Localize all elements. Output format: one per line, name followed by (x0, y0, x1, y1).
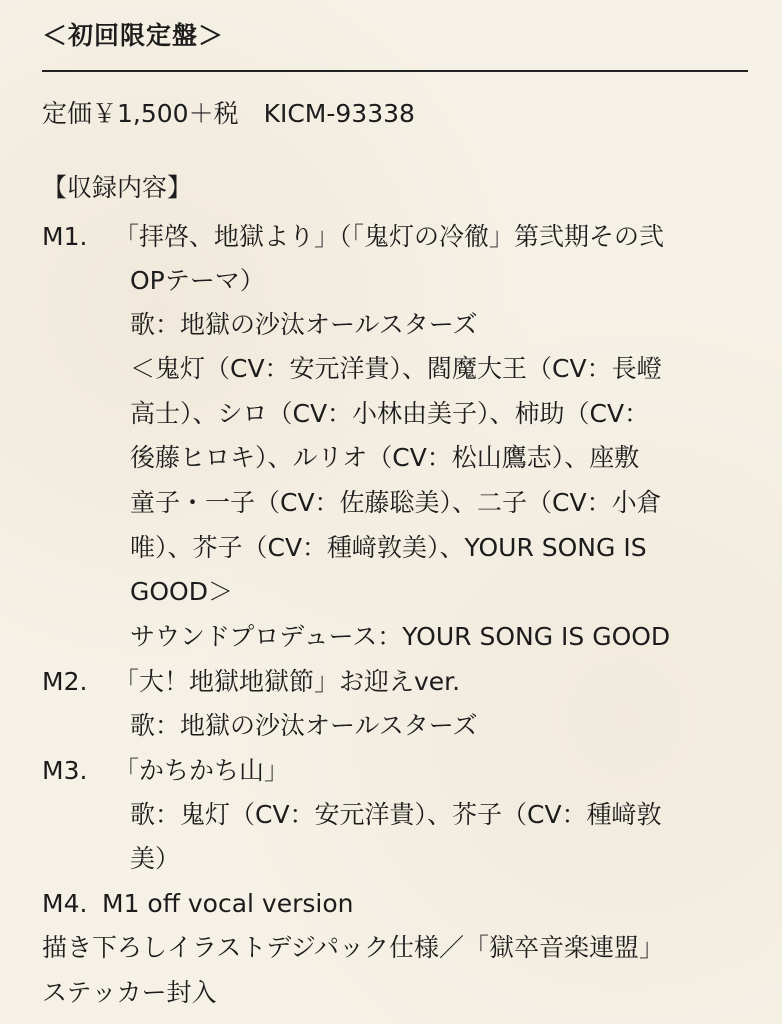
track-title: 「大！地獄地獄節」お迎えver. (114, 667, 461, 696)
track-number: M2. (42, 667, 88, 696)
track-number: M4. (42, 889, 88, 918)
track-number: M1. (42, 222, 88, 251)
packaging-note: 描き下ろしイラストデジパック仕様／「獄卒音楽連盟」 (42, 933, 665, 962)
track-title-continued: OPテーマ） (130, 266, 265, 295)
track-title: 「かちかち山」 (114, 756, 290, 785)
track-m4-title-line (42, 886, 354, 922)
track-producer: サウンドプロデュース：YOUR SONG IS GOOD (130, 622, 671, 651)
heading-divider (42, 70, 748, 72)
track-singer: 歌：鬼灯（CV：安元洋貴）、芥子（CV：種﨑敦 (130, 800, 662, 829)
track-title: M1 off vocal version (102, 889, 354, 918)
cast-line: 高士）、シロ（CV：小林由美子）、柿助（CV： (130, 399, 650, 428)
track-singer: 歌：地獄の沙汰オールスターズ (130, 310, 478, 339)
track-m2-title-line (42, 664, 460, 700)
track-m1-title-line (42, 219, 664, 255)
edition-heading: ＜初回限定盤＞ (42, 21, 225, 50)
cast-line: 唯）、芥子（CV：種﨑敦美）、YOUR SONG IS (130, 533, 647, 562)
track-title: 「拝啓、地獄より」（「鬼灯の冷徹」第弐期その弐 (114, 222, 665, 251)
cast-line: GOOD＞ (130, 577, 233, 606)
track-singer-continued: 美） (130, 844, 181, 873)
contents-label: 【収録内容】 (42, 173, 193, 202)
cast-line: 後藤ヒロキ）、ルリオ（CV：松山鷹志）、座敷 (130, 443, 640, 472)
price-line: 定価￥1,500＋税 KICM-93338 (42, 99, 415, 128)
cast-line: 童子・一子（CV：佐藤聡美）、二子（CV：小倉 (130, 488, 662, 517)
cast-line: ＜鬼灯（CV：安元洋貴）、閻魔大王（CV：長嶝 (130, 354, 662, 383)
packaging-note: ステッカー封入 (42, 978, 217, 1007)
track-number: M3. (42, 756, 88, 785)
track-m3-title-line (42, 753, 289, 789)
track-singer: 歌：地獄の沙汰オールスターズ (130, 711, 478, 740)
